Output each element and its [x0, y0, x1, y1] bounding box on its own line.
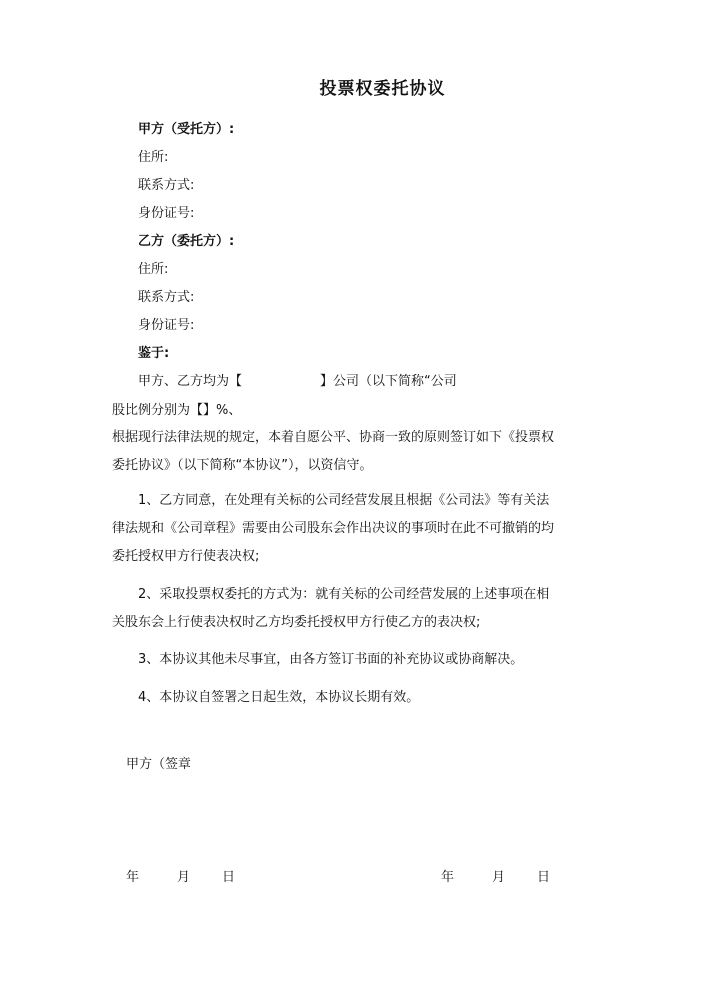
recital-line-1	[138, 373, 457, 391]
party-a-address: 住所:	[138, 150, 169, 165]
recital-1-end: 】公司（以下简称“公司	[320, 374, 457, 389]
signature-party-a: 甲方（签章	[126, 757, 192, 772]
recital-line-3: 根据现行法律法规的规定，本着自愿公平、协商一致的原则签订如下《投票权	[112, 430, 555, 445]
clause-1-line-1: 1、乙方同意，在处理有关标的公司经营发展且根据《公司法》等有关法	[138, 493, 550, 508]
party-b-contact: 联系方式:	[138, 290, 195, 305]
clause-2-line-1: 2、采取投票权委托的方式为：就有关标的公司经营发展的上述事项在相	[138, 587, 550, 602]
date-right-month: 月	[492, 870, 506, 885]
date-left-year: 年	[126, 870, 140, 885]
party-a-id: 身份证号:	[138, 206, 195, 221]
recital-line-2: 股比例分别为【】%、	[112, 403, 242, 418]
party-b-address: 住所:	[138, 262, 169, 277]
clause-1-line-2: 律法规和《公司章程》需要由公司股东会作出决议的事项时在此不可撤销的均	[112, 521, 555, 536]
date-right-year: 年	[441, 870, 455, 885]
clause-4: 4、本协议自签署之日起生效，本协议长期有效。	[138, 690, 420, 705]
date-right-day: 日	[537, 870, 551, 885]
date-left-month: 月	[177, 870, 191, 885]
party-b-id: 身份证号:	[138, 318, 195, 333]
whereas-heading: 鉴于:	[138, 346, 170, 361]
clause-3: 3、本协议其他未尽事宜，由各方签订书面的补充协议或协商解决。	[138, 652, 524, 667]
party-b-label: 乙方（委托方）:	[138, 234, 235, 249]
party-a-label: 甲方（受托方）:	[138, 122, 235, 137]
document-title: 投票权委托协议	[319, 79, 446, 99]
recital-1-start: 甲方、乙方均为【	[138, 374, 243, 389]
clause-1-line-3: 委托授权甲方行使表决权;	[112, 549, 260, 564]
date-left-day: 日	[222, 870, 236, 885]
recital-line-4: 委托协议》（以下简称“本协议”），以资信守。	[112, 458, 373, 473]
clause-2-line-2: 关股东会上行使表决权时乙方均委托授权甲方行使乙方的表决权;	[112, 615, 481, 630]
party-a-contact: 联系方式:	[138, 178, 195, 193]
